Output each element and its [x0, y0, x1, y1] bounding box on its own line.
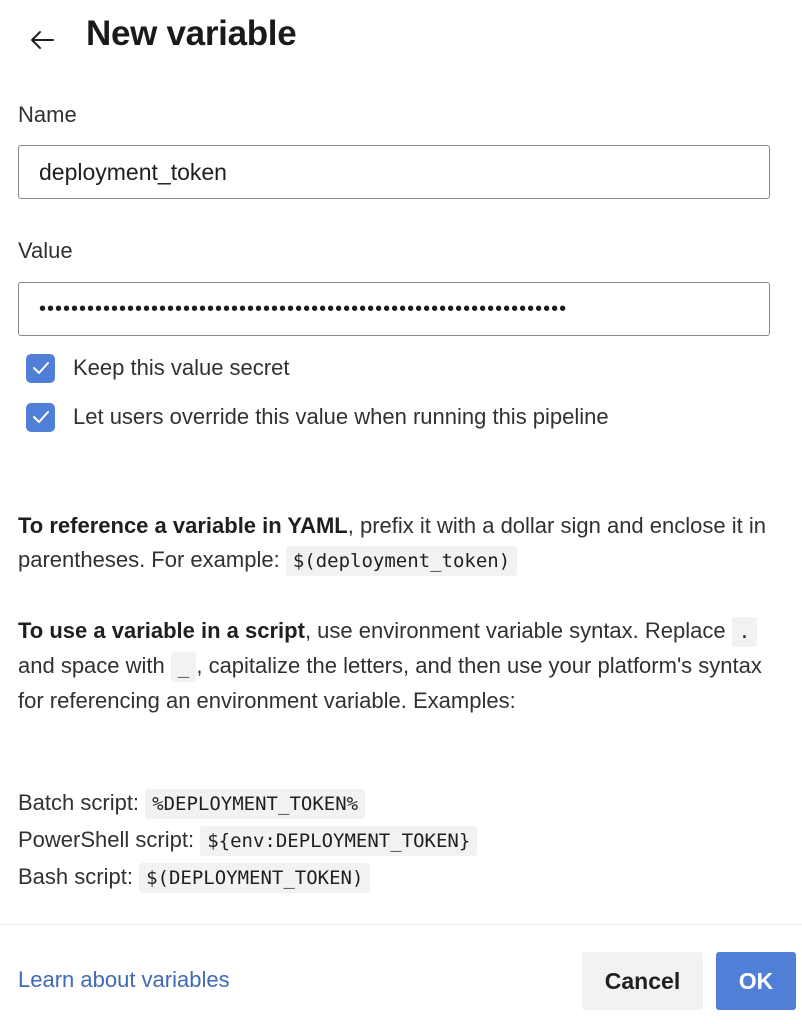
underscore-code: _ [171, 652, 196, 682]
name-label: Name [18, 102, 77, 127]
script-help-heading: To use a variable in a script [18, 618, 305, 643]
yaml-example-code: $(deployment_token) [286, 546, 517, 576]
batch-example-row [18, 785, 788, 822]
footer-divider [0, 924, 802, 925]
script-examples [18, 785, 788, 896]
value-input[interactable] [18, 282, 770, 336]
ok-button[interactable]: OK [716, 952, 796, 1010]
keep-secret-checkbox-row[interactable] [26, 352, 289, 384]
keep-secret-checkbox[interactable] [26, 354, 55, 383]
yaml-help-heading: To reference a variable in YAML [18, 513, 348, 538]
cancel-button[interactable]: Cancel [582, 952, 703, 1010]
keep-secret-label: Keep this value secret [73, 355, 290, 380]
powershell-example-row [18, 822, 788, 859]
checkmark-icon [32, 361, 50, 375]
yaml-help-text [18, 509, 788, 578]
script-help-body-3: , capitalize the letters, and then use your platform's syntax for referencing an environment variable. Examples: [18, 653, 762, 713]
arrow-left-icon [29, 29, 55, 51]
allow-override-checkbox[interactable] [26, 403, 55, 432]
script-help-body-2: and space with [18, 653, 165, 678]
script-help-text [18, 614, 788, 718]
batch-example-label: Batch script: [18, 790, 140, 815]
bash-example-code: $(DEPLOYMENT_TOKEN) [139, 863, 370, 893]
name-input[interactable] [18, 145, 770, 199]
script-help-body-1: , use environment variable syntax. Replace [304, 618, 726, 643]
bash-example-row [18, 859, 788, 896]
allow-override-checkbox-row[interactable] [26, 401, 609, 433]
batch-example-code: %DEPLOYMENT_TOKEN% [145, 789, 365, 819]
checkmark-icon [32, 410, 50, 424]
back-button[interactable] [22, 20, 62, 60]
learn-about-variables-link[interactable]: Learn about variables [18, 967, 230, 992]
panel-header [0, 0, 802, 70]
powershell-example-code: ${env:DEPLOYMENT_TOKEN} [200, 826, 477, 856]
page-title: New variable [86, 14, 297, 53]
dot-code: . [732, 617, 757, 647]
powershell-example-label: PowerShell script: [18, 827, 195, 852]
bash-example-label: Bash script: [18, 864, 133, 889]
allow-override-label: Let users override this value when running this pipeline [73, 404, 609, 429]
yaml-help-body: , prefix it with a dollar sign and enclose it in parentheses. For example: [18, 513, 766, 572]
value-label: Value [18, 238, 73, 263]
